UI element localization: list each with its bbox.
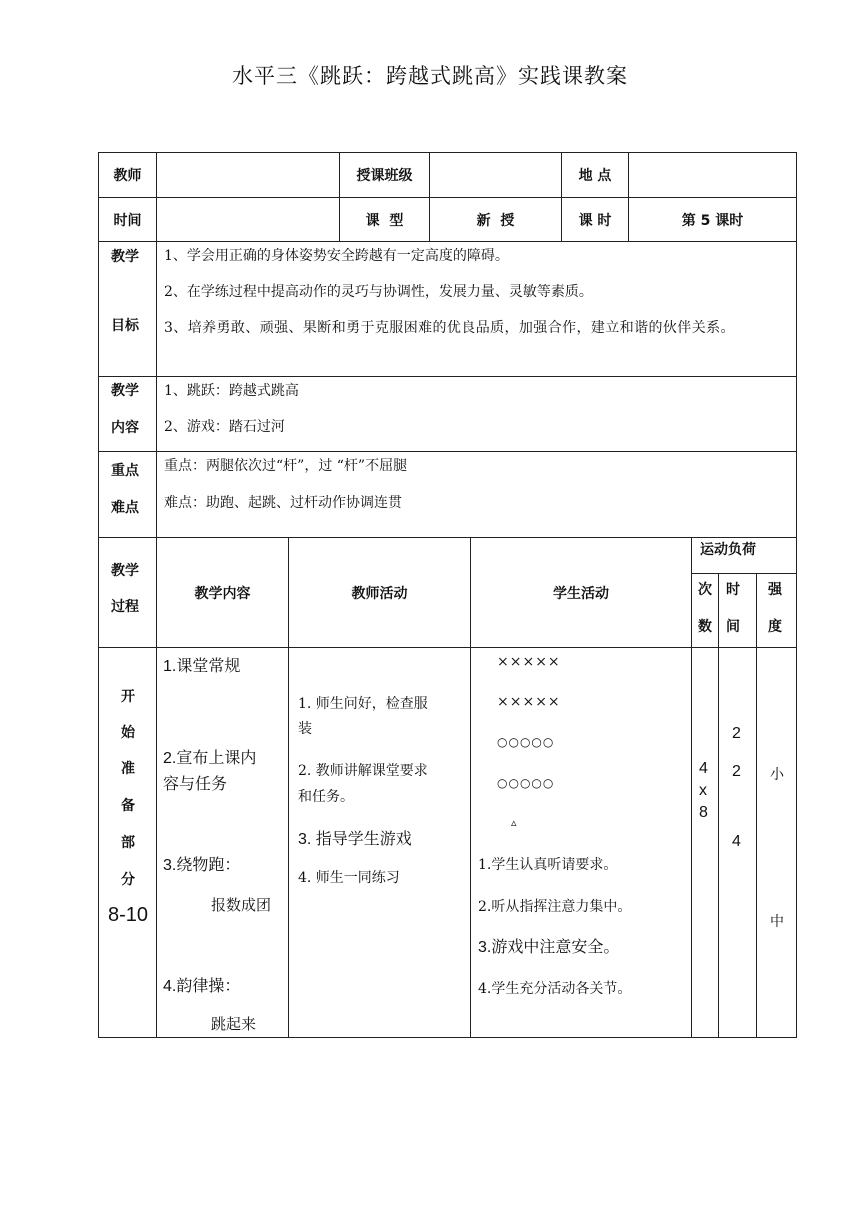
intensity-cell xyxy=(757,648,797,1038)
content-label-1: 教学 xyxy=(111,383,139,399)
period-label: 课 时 xyxy=(562,198,629,242)
load-header xyxy=(692,538,797,574)
section-name-char: 部 xyxy=(121,835,135,851)
location-label: 地 点 xyxy=(562,153,629,198)
keypoints-list xyxy=(157,452,797,538)
teacher-step: 4. 师生一同练习 xyxy=(298,870,400,886)
teacher-step: 1. 师生问好，检查服 xyxy=(298,696,428,712)
content-column-header: 教学内容 xyxy=(157,538,289,648)
intensity-header-2: 度 xyxy=(768,619,782,635)
time-header-1: 时 xyxy=(726,582,740,598)
reps-header xyxy=(692,574,719,648)
student-step: 2.听从指挥注意力集中。 xyxy=(478,899,632,915)
content-item: 2、游戏：踏石过河 xyxy=(164,419,285,435)
teacher-step: 3. 指导学生游戏 xyxy=(298,831,412,848)
student-step: 4.学生充分活动各关节。 xyxy=(478,981,632,997)
teacher-column-header: 教师活动 xyxy=(289,538,471,648)
student-step: 3.游戏中注意安全。 xyxy=(478,939,620,956)
process-label-1: 教学 xyxy=(111,563,139,579)
teacher-value xyxy=(157,153,340,198)
time-value xyxy=(157,198,340,242)
time-cell xyxy=(719,648,757,1038)
class-value xyxy=(430,153,562,198)
student-column-header: 学生活动 xyxy=(471,538,692,648)
time-value: 2 xyxy=(732,763,741,780)
teacher-activity-cell xyxy=(289,648,471,1038)
formation-row: ××××× xyxy=(497,694,561,710)
formation-row: ××××× xyxy=(497,654,561,670)
location-value xyxy=(629,153,797,198)
student-step: 1.学生认真听请要求。 xyxy=(478,857,618,873)
formation-row: ○○○○○ xyxy=(497,735,555,749)
time-value: 4 xyxy=(732,833,741,850)
section-name-char: 始 xyxy=(121,725,135,741)
process-label-2: 过程 xyxy=(111,599,139,615)
content-list xyxy=(157,377,797,452)
key-point: 重点：两腿依次过“杆”，过 “杆”不屈腿 xyxy=(164,458,408,474)
reps-cell xyxy=(692,648,719,1038)
difficulty-point: 难点：助跑、起跳、过杆动作协调连贯 xyxy=(164,495,402,511)
keypoints-label-1: 重点 xyxy=(111,463,139,479)
intensity-header xyxy=(757,574,797,648)
process-label-cell xyxy=(99,538,157,648)
formation-row: ○○○○○ xyxy=(497,776,555,790)
time-header xyxy=(719,574,757,648)
student-activity-cell xyxy=(471,648,692,1038)
objectives-label-1: 教学 xyxy=(111,249,139,265)
section-name-char: 备 xyxy=(121,798,135,814)
content-step: 2.宣布上课内 xyxy=(163,750,257,767)
teacher-step: 装 xyxy=(298,721,312,737)
teacher-step: 2. 教师讲解课堂要求 xyxy=(298,763,428,779)
section-name-char: 准 xyxy=(121,761,135,777)
keypoints-label-cell xyxy=(99,452,157,538)
type-value: 新 授 xyxy=(430,198,562,242)
time-label: 时间 xyxy=(99,198,157,242)
time-header-2: 间 xyxy=(726,619,740,635)
content-step: 容与任务 xyxy=(163,776,228,793)
section-content-cell xyxy=(157,648,289,1038)
keypoints-label-2: 难点 xyxy=(111,500,139,516)
intensity-value: 小 xyxy=(770,767,784,783)
teacher-position-icon: ▵ xyxy=(511,816,517,829)
reps-header-2: 数 xyxy=(698,619,712,635)
objectives-label-cell xyxy=(99,242,157,377)
time-value: 2 xyxy=(732,725,741,742)
objectives-list xyxy=(157,242,797,377)
content-step: 3.绕物跑： xyxy=(163,857,241,874)
content-substep: 报数成团 xyxy=(211,897,272,914)
reps-value: 8 xyxy=(699,804,708,821)
objectives-table xyxy=(98,241,797,538)
load-label: 运动负荷 xyxy=(700,542,756,558)
page-title: 水平三《跳跃：跨越式跳高》实践课教案 xyxy=(232,64,628,88)
type-label: 课 型 xyxy=(340,198,430,242)
section-name-char: 开 xyxy=(121,689,135,705)
content-substep: 跳起来 xyxy=(211,1016,257,1033)
objectives-label-2: 目标 xyxy=(111,318,139,334)
content-label-cell xyxy=(99,377,157,452)
intensity-value: 中 xyxy=(770,914,784,930)
content-step: 1.课堂常规 xyxy=(163,658,241,675)
reps-value: 4 xyxy=(699,760,708,777)
section-name-char: 分 xyxy=(121,872,135,888)
teacher-label: 教师 xyxy=(99,153,157,198)
objective-item: 1、学会用正确的身体姿势安全跨越有一定高度的障碍。 xyxy=(164,248,509,264)
class-label: 授课班级 xyxy=(340,153,430,198)
process-table xyxy=(98,537,797,1038)
objective-item: 3、培养勇敢、顽强、果断和勇于克服困难的优良品质，加强合作，建立和谐的伙伴关系。 xyxy=(164,320,735,336)
header-table xyxy=(98,152,797,242)
teacher-step: 和任务。 xyxy=(298,789,354,805)
period-value: 第 5 课时 xyxy=(629,198,797,242)
content-item: 1、跳跃：跨越式跳高 xyxy=(164,383,299,399)
intensity-header-1: 强 xyxy=(768,582,782,598)
reps-value: x xyxy=(699,782,707,799)
section-name-cell xyxy=(99,648,157,1038)
content-label-2: 内容 xyxy=(111,420,139,436)
objective-item: 2、在学练过程中提高动作的灵巧与协调性，发展力量、灵敏等素质。 xyxy=(164,284,593,300)
section-duration: 8-10 xyxy=(108,904,149,926)
reps-header-1: 次 xyxy=(698,582,712,598)
content-step: 4.韵律操： xyxy=(163,978,241,995)
